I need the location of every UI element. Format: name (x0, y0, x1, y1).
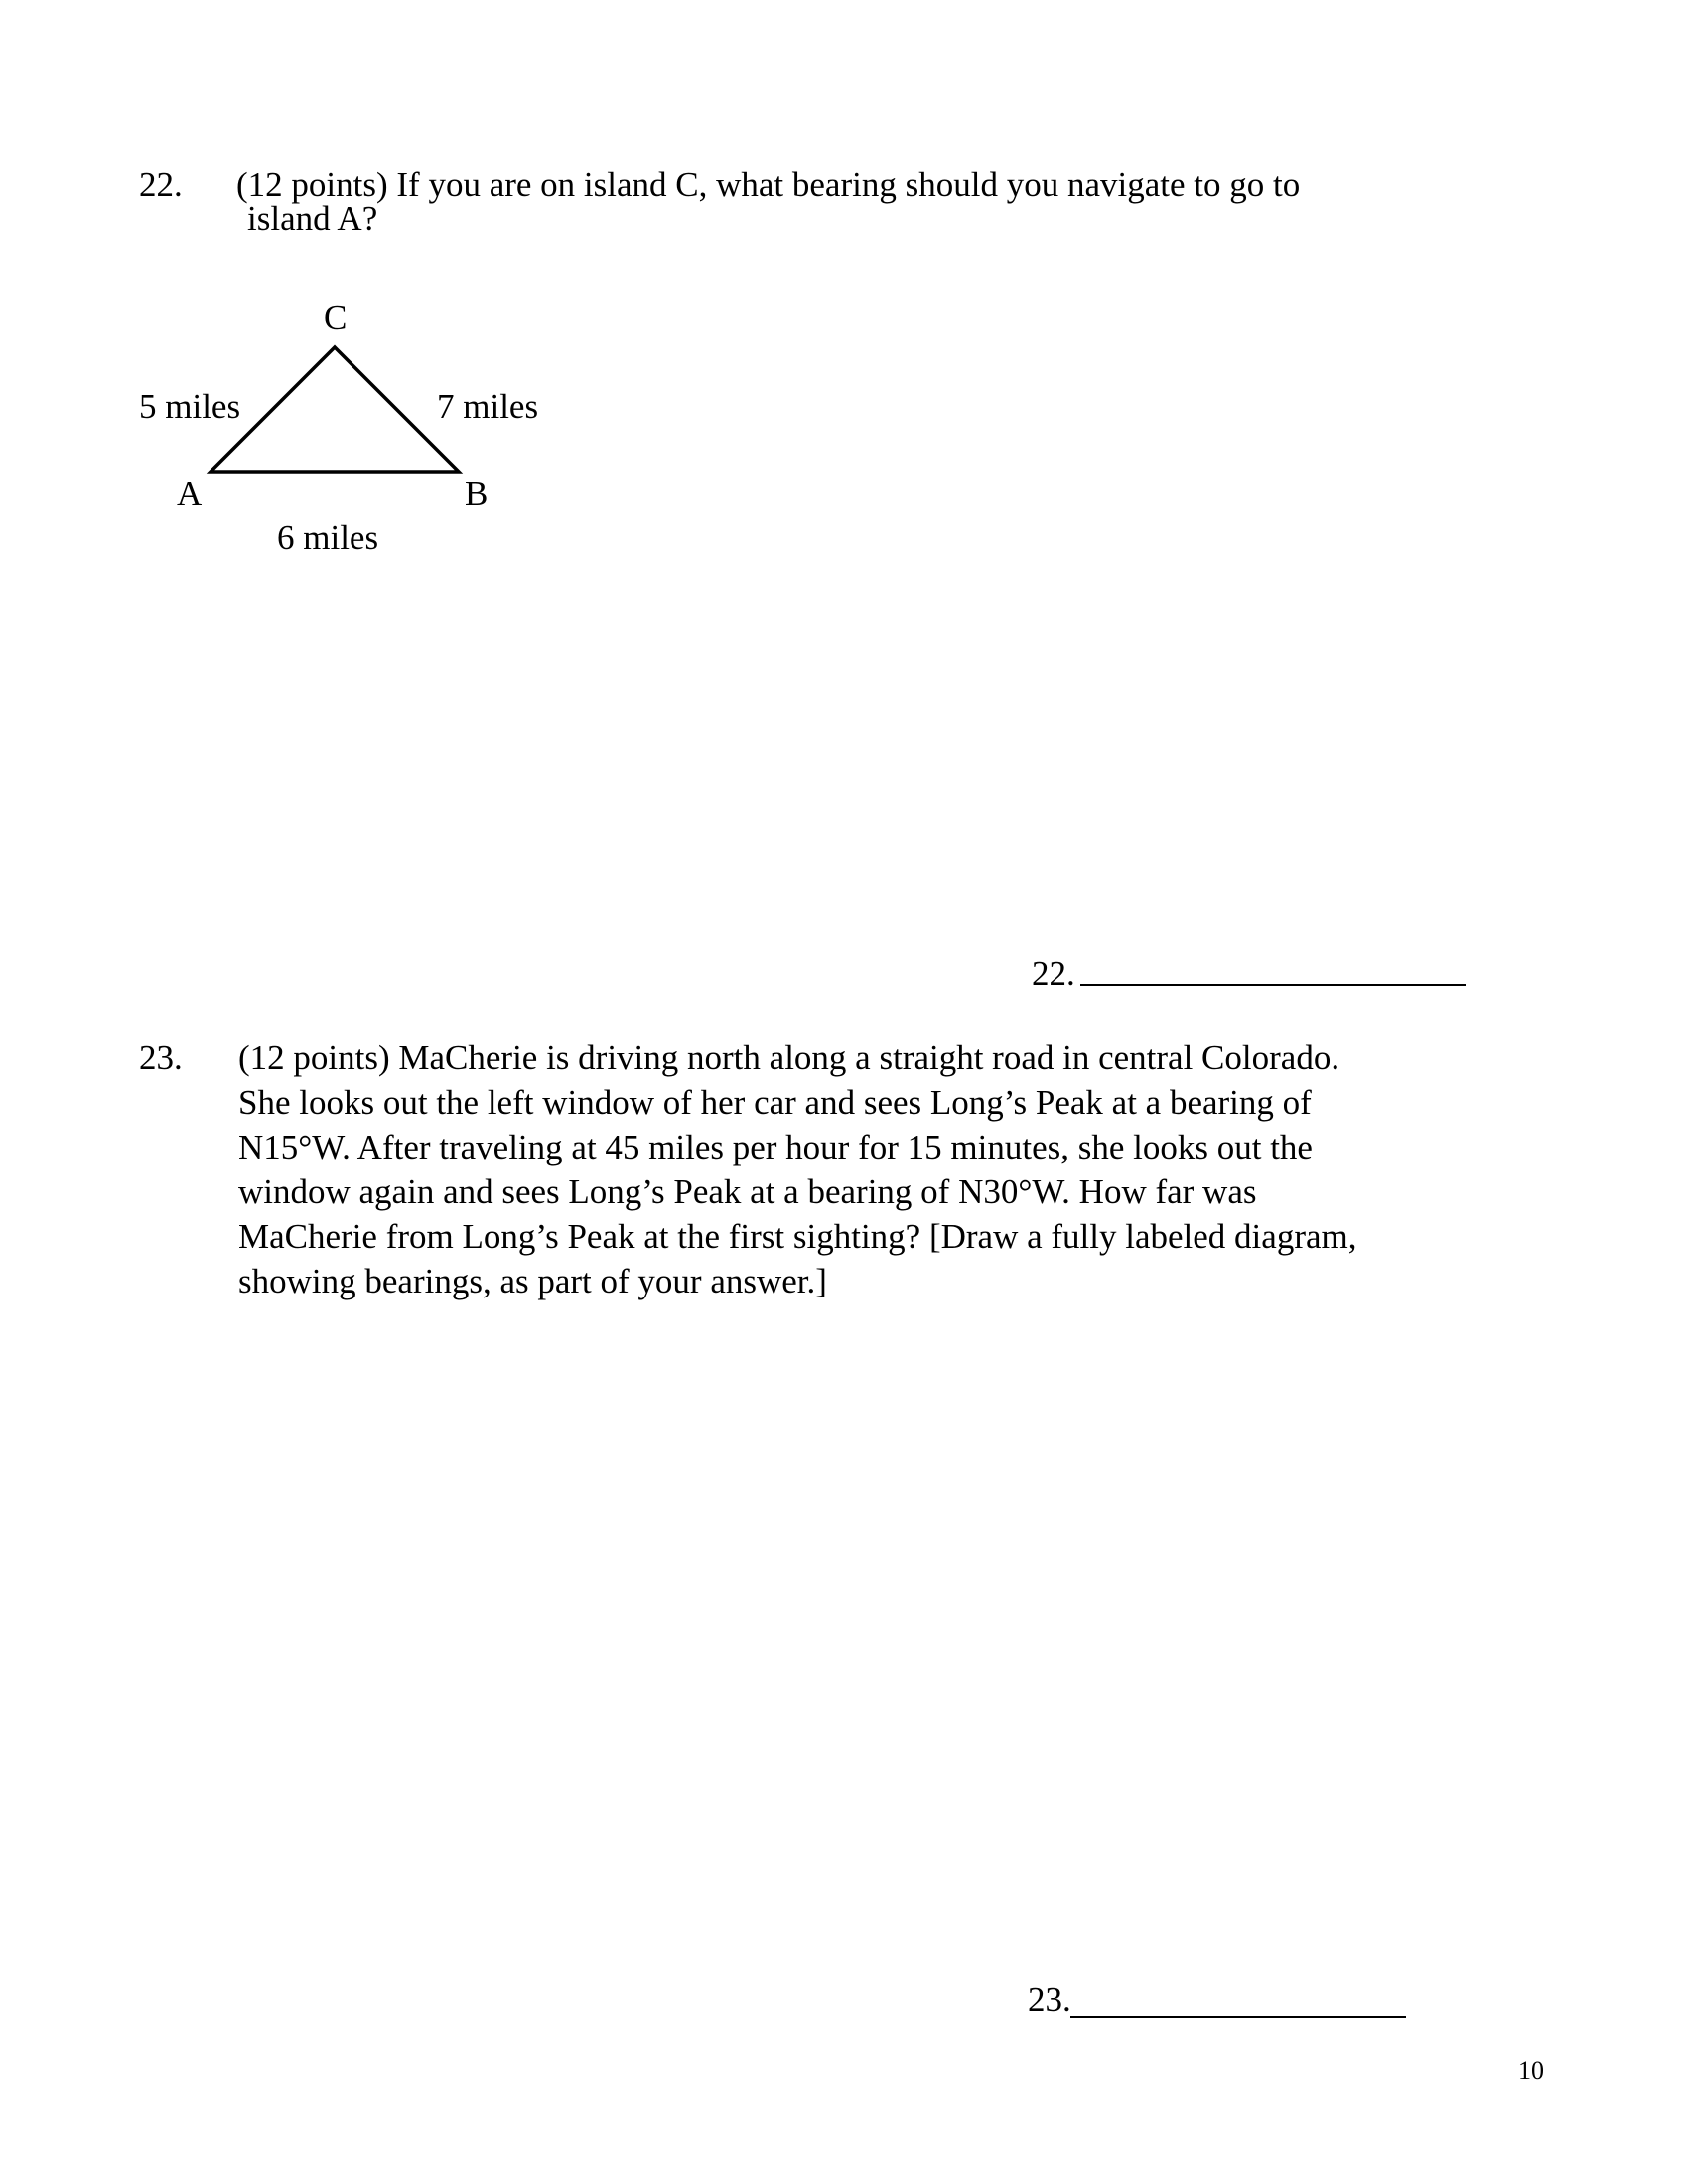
answer-23-blank[interactable] (1070, 2016, 1406, 2018)
question-23-number: 23. (139, 1038, 183, 1077)
side-label-ac: 5 miles (139, 387, 241, 426)
triangle-abc (211, 347, 459, 472)
question-23-text-line: MaCherie from Long’s Peak at the first sighting? [Draw a fully labeled diagram, (238, 1217, 1357, 1256)
question-23-text-line: showing bearings, as part of your answer.] (238, 1262, 827, 1300)
answer-22-label: 22. (1032, 954, 1075, 993)
question-23-text-line: N15°W. After traveling at 45 miles per hour for 15 minutes, she looks out the (238, 1128, 1313, 1166)
question-23-text-line: (12 points) MaCherie is driving north along a straight road in central Colorado. (238, 1038, 1340, 1077)
question-23-text-line: window again and sees Long’s Peak at a bearing of N30°W. How far was (238, 1172, 1257, 1211)
vertex-label-a: A (177, 475, 203, 513)
question-22-text-line: (12 points) If you are on island C, what bearing should you navigate to go to (236, 165, 1301, 204)
vertex-label-c: C (324, 298, 348, 337)
side-label-ab: 6 miles (277, 518, 379, 557)
answer-23-label: 23. (1028, 1980, 1071, 2019)
question-22-number: 22. (139, 165, 183, 204)
question-22-text-line: island A? (247, 200, 378, 238)
page-number: 10 (1518, 2056, 1544, 2085)
answer-22-blank[interactable] (1080, 984, 1466, 986)
vertex-label-b: B (465, 475, 489, 513)
side-label-cb: 7 miles (437, 387, 539, 426)
question-23-text-line: She looks out the left window of her car and sees Long’s Peak at a bearing of (238, 1083, 1312, 1122)
